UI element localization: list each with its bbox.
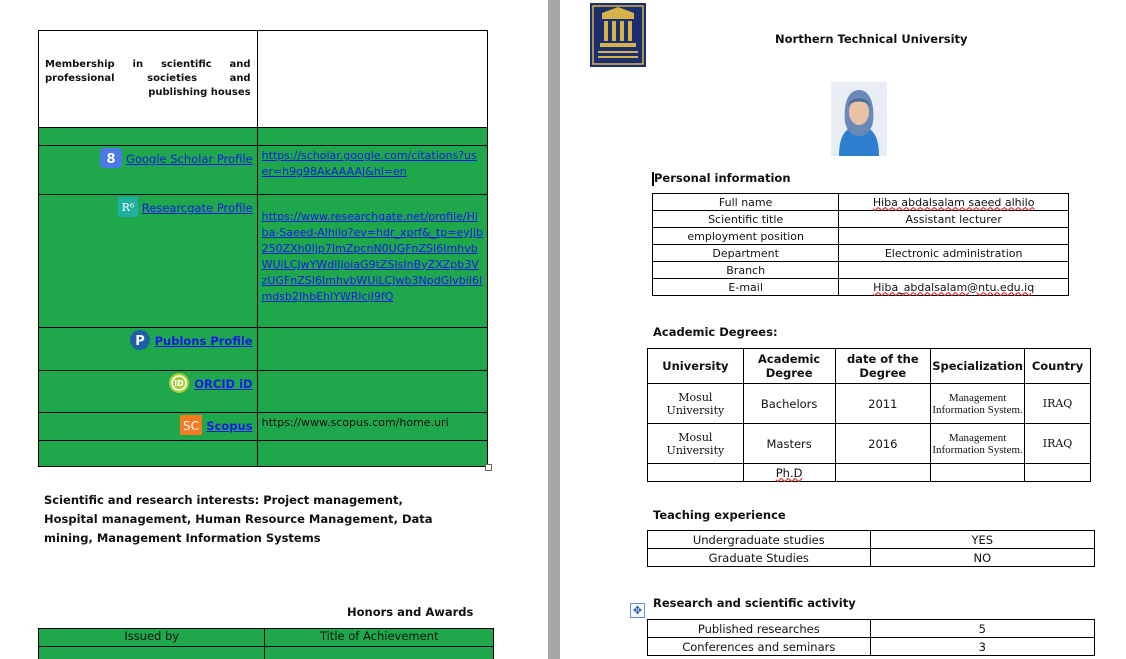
research-title: Research and scientific activity: [653, 596, 856, 610]
teaching-label: Undergraduate studies: [648, 531, 871, 549]
personal-info-title: Personal information: [654, 171, 791, 185]
teaching-title: Teaching experience: [653, 508, 786, 522]
pi-label: Department: [653, 245, 839, 262]
degrees-table: [647, 348, 1091, 482]
profile-url-cell: [257, 146, 487, 195]
svg-text:SC: SC: [183, 419, 200, 433]
university-logo: [590, 3, 646, 67]
profile-photo: [831, 82, 887, 156]
degree-date[interactable]: [835, 464, 931, 482]
pi-label: Full name: [653, 194, 839, 211]
degree-university: Mosul University: [648, 384, 744, 424]
profile-label-cell: [39, 195, 258, 328]
research-interests: Scientific and research interests: Project management, Hospital management, Human Resource Management, Data mining, Management Information Systems: [44, 493, 433, 545]
personal-info-table: [652, 193, 1069, 296]
awards-table: [38, 628, 494, 659]
degree-country: IRAQ: [1025, 424, 1091, 464]
research-label: Published researches: [648, 620, 871, 638]
degree-date: 2016: [835, 424, 931, 464]
pi-label: employment position: [653, 228, 839, 245]
profile-url-cell: [257, 195, 487, 328]
degree-name: Bachelors: [743, 384, 835, 424]
publons-link[interactable]: Publons Profile: [154, 334, 253, 348]
profile-label-cell: [39, 371, 258, 413]
google-scholar-link[interactable]: Google Scholar Profile: [126, 152, 253, 166]
degree-header: Specialization: [931, 349, 1025, 384]
publons-icon: [129, 330, 151, 353]
svg-text:8: 8: [106, 152, 116, 167]
pi-label: Scientific title: [653, 211, 839, 228]
svg-text:iD: iD: [174, 379, 184, 388]
degree-university: Mosul University: [648, 424, 744, 464]
pi-value[interactable]: Hiba_abdalsalam@ntu.edu.iq: [839, 279, 1069, 296]
researchgate-icon: [118, 197, 138, 220]
degree-specialization[interactable]: [931, 464, 1025, 482]
page-gutter: [548, 0, 560, 659]
awards-cell[interactable]: [265, 647, 494, 659]
research-value[interactable]: 3: [870, 638, 1094, 656]
profile-label-cell: [39, 146, 258, 195]
degree-header: Academic Degree: [743, 349, 835, 384]
research-table: [647, 619, 1095, 656]
profile-label-cell: [39, 413, 258, 441]
research-label: Conferences and seminars: [648, 638, 871, 656]
degree-header: date of the Degree: [835, 349, 931, 384]
degree-header: University: [648, 349, 744, 384]
degree-country: IRAQ: [1025, 384, 1091, 424]
pi-value[interactable]: [839, 262, 1069, 279]
profiles-table: [38, 30, 488, 467]
table-resize-handle[interactable]: [485, 464, 492, 471]
degree-university[interactable]: [648, 464, 744, 482]
right-document-page: [560, 0, 1126, 659]
teaching-label: Graduate Studies: [648, 549, 871, 567]
researchgate-link[interactable]: Researcgate Profile: [141, 201, 253, 215]
green-spacer-cell: [39, 128, 258, 146]
teaching-value[interactable]: NO: [870, 549, 1094, 567]
pi-label: Branch: [653, 262, 839, 279]
membership-value[interactable]: [257, 31, 487, 128]
university-name: Northern Technical University: [775, 32, 968, 46]
researchgate-url[interactable]: https://www.researchgate.net/profile/Hiba-Saeed-Alhilo?ev=hdr_xprf&_tp=eyJjb250ZXh0Ijp7ImZpcnN0UGFnZSI6ImhvbWUiLCJwYWdlIjoiaG9tZSIsInByZXZpb3VzUGFnZSI6ImhvbWUiLCJwb3NpdGlvbiI6Imdsb2JhbEhlYWRlciJ9fQ: [261, 210, 483, 303]
green-empty-cell: [39, 441, 258, 467]
pi-value[interactable]: [839, 228, 1069, 245]
degree-header: Country: [1025, 349, 1091, 384]
google-scholar-icon: [100, 148, 122, 171]
teaching-table: [647, 530, 1095, 567]
degree-name: Ph.D: [743, 464, 835, 482]
awards-header-issued: Issued by: [39, 629, 265, 647]
profile-label-cell: [39, 328, 258, 371]
scopus-icon: [180, 415, 202, 438]
profile-url-cell: [257, 371, 487, 413]
degree-name: Masters: [743, 424, 835, 464]
profile-url-cell: [257, 413, 487, 441]
left-document-page: [0, 0, 548, 659]
svg-text:R⁶: R⁶: [121, 201, 135, 214]
svg-text:P: P: [134, 334, 145, 349]
degree-specialization: Management Information System.: [931, 384, 1025, 424]
membership-label: Membership in scientific and professional societies and publishing houses: [39, 31, 258, 128]
degree-specialization: Management Information System.: [931, 424, 1025, 464]
pi-label: E-mail: [653, 279, 839, 296]
awards-header-title: Title of Achievement: [265, 629, 494, 647]
scopus-url[interactable]: https://www.scopus.com/home.uri: [261, 416, 449, 429]
pi-value[interactable]: Hiba abdalsalam saeed alhilo: [839, 194, 1069, 211]
orcid-link[interactable]: ORCID iD: [194, 377, 253, 391]
research-value[interactable]: 5: [870, 620, 1094, 638]
degree-date: 2011: [835, 384, 931, 424]
google-scholar-url[interactable]: https://scholar.google.com/citations?user=h9g98AkAAAAJ&hl=en: [261, 149, 477, 178]
green-spacer-cell: [257, 128, 487, 146]
honors-title: Honors and Awards: [347, 605, 474, 619]
teaching-value[interactable]: YES: [870, 531, 1094, 549]
scopus-link[interactable]: Scopus: [206, 419, 253, 433]
green-empty-cell: [257, 441, 487, 467]
profile-url-cell: [257, 328, 487, 371]
awards-cell[interactable]: [39, 647, 265, 659]
pi-value[interactable]: Electronic administration: [839, 245, 1069, 262]
table-move-handle-icon[interactable]: ✥: [630, 603, 645, 618]
degrees-title: Academic Degrees:: [653, 325, 778, 339]
orcid-icon: [168, 373, 190, 396]
degree-country[interactable]: [1025, 464, 1091, 482]
pi-value[interactable]: Assistant lecturer: [839, 211, 1069, 228]
